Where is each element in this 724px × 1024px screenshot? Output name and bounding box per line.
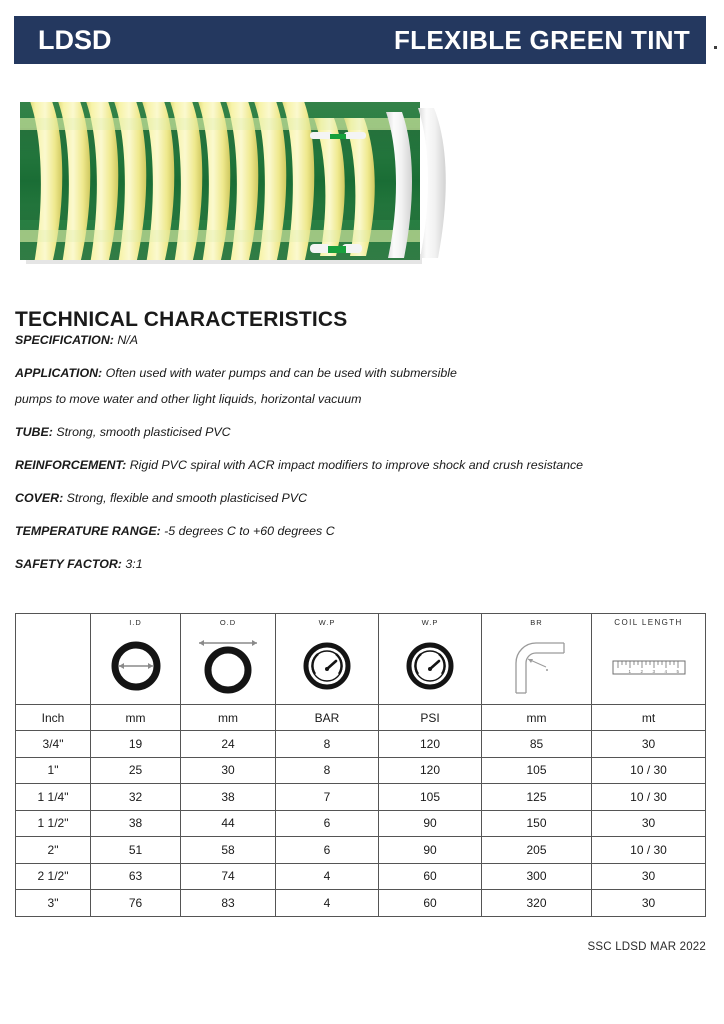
pressure-gauge-icon <box>299 629 355 702</box>
spec-label-safety-factor: SAFETY FACTOR: <box>15 557 122 572</box>
spec-value-tube: Strong, smooth plasticised PVC <box>56 425 231 440</box>
spec-label-application: APPLICATION: <box>15 366 103 381</box>
cell-wp-bar: 4 <box>276 890 379 917</box>
cell-size: 2 1/2" <box>16 863 91 890</box>
svg-text:3: 3 <box>652 668 655 674</box>
cell-size: 1 1/4" <box>16 784 91 811</box>
dimensions-table <box>15 613 706 917</box>
cell-od: 58 <box>181 837 276 864</box>
table-row <box>16 810 706 837</box>
page-title: FLEXIBLE GREEN TINT <box>393 25 690 55</box>
table-unit-bar: BAR <box>276 705 379 731</box>
cell-id: 32 <box>91 784 181 811</box>
cell-wp-bar: 6 <box>276 837 379 864</box>
cell-wp-bar: 7 <box>276 784 379 811</box>
table-units-row <box>16 705 706 731</box>
cell-id: 19 <box>91 731 181 758</box>
cell-wp-bar: 8 <box>276 731 379 758</box>
cell-coil-length: 10 / 30 <box>592 837 706 864</box>
table-unit-id-mm: mm <box>91 705 181 731</box>
spec-value-cover: Strong, flexible and smooth plasticised PVC <box>66 491 308 506</box>
cell-coil-length: 30 <box>592 810 706 837</box>
spec-value-reinforcement: Rigid PVC spiral with ACR impact modifiers to improve shock and crush resistance <box>129 458 584 473</box>
cell-wp-bar: 4 <box>276 863 379 890</box>
spec-row-reinforcement <box>15 459 715 472</box>
icon-label-id: I.D <box>129 618 142 627</box>
table-row <box>16 731 706 758</box>
cell-coil-length: 30 <box>592 890 706 917</box>
cell-size: 2" <box>16 837 91 864</box>
cell-id: 51 <box>91 837 181 864</box>
icon-label-od: O.D <box>219 618 237 627</box>
table-icon-cell-wp-psi <box>379 614 482 705</box>
spec-row-safety-factor <box>15 558 715 571</box>
cell-br: 205 <box>482 837 592 864</box>
cell-coil-length: 30 <box>592 863 706 890</box>
table-row <box>16 890 706 917</box>
header-trailing-dot <box>714 46 717 49</box>
cell-br: 105 <box>482 757 592 784</box>
table-unit-od-mm: mm <box>181 705 276 731</box>
cell-wp-psi: 90 <box>379 810 482 837</box>
cell-od: 30 <box>181 757 276 784</box>
cell-br: 300 <box>482 863 592 890</box>
spec-row-tube <box>15 426 715 439</box>
cell-br: 320 <box>482 890 592 917</box>
icon-label-wp-psi: W.P <box>421 618 439 627</box>
cell-br: 125 <box>482 784 592 811</box>
table-unit-inch: Inch <box>16 705 91 731</box>
spec-label-reinforcement: REINFORCEMENT: <box>15 458 127 473</box>
table-icon-cell-wp-bar <box>276 614 379 705</box>
spec-label-tube: TUBE: <box>15 425 53 440</box>
cell-size: 3/4" <box>16 731 91 758</box>
spec-label-temperature-range: TEMPERATURE RANGE: <box>15 524 161 539</box>
svg-text:2: 2 <box>640 668 643 674</box>
table-icon-cell-id <box>91 614 181 705</box>
spec-label-specification: SPECIFICATION: <box>15 333 114 347</box>
spec-label-cover: COVER: <box>15 491 64 506</box>
cell-br: 85 <box>482 731 592 758</box>
cell-wp-psi: 90 <box>379 837 482 864</box>
table-icon-cell-br <box>482 614 592 705</box>
cell-od: 44 <box>181 810 276 837</box>
cell-wp-bar: 6 <box>276 810 379 837</box>
cell-od: 83 <box>181 890 276 917</box>
document-footer: SSC LDSD MAR 2022 <box>587 941 706 953</box>
cell-id: 63 <box>91 863 181 890</box>
cell-od: 74 <box>181 863 276 890</box>
icon-label-br: BR <box>530 618 543 627</box>
spec-row-cover <box>15 492 715 505</box>
cell-wp-psi: 60 <box>379 863 482 890</box>
inner-diameter-icon <box>107 629 165 702</box>
table-row <box>16 863 706 890</box>
spec-row-application <box>15 367 715 380</box>
page-header-bar <box>14 16 706 64</box>
cell-size: 1 1/2" <box>16 810 91 837</box>
cell-id: 25 <box>91 757 181 784</box>
cell-wp-psi: 120 <box>379 731 482 758</box>
cell-br: 150 <box>482 810 592 837</box>
spec-row-temperature-range <box>15 525 715 538</box>
cell-coil-length: 10 / 30 <box>592 757 706 784</box>
header-brand-code: LDSD <box>38 24 112 55</box>
icon-label-wp-bar: W.P <box>318 618 336 627</box>
svg-text:4: 4 <box>664 668 667 674</box>
table-unit-br-mm: mm <box>482 705 592 731</box>
table-unit-mt: mt <box>592 705 706 731</box>
cell-size: 3" <box>16 890 91 917</box>
svg-text:1: 1 <box>628 668 631 674</box>
spec-value-specification: N/A <box>117 333 139 347</box>
cell-od: 38 <box>181 784 276 811</box>
product-photo <box>14 88 470 278</box>
table-icon-cell-blank <box>16 614 91 705</box>
cell-wp-psi: 120 <box>379 757 482 784</box>
table-icon-header-row <box>16 614 706 705</box>
spec-row-specification <box>15 334 715 347</box>
specification-list <box>15 334 715 571</box>
cell-od: 24 <box>181 731 276 758</box>
outer-diameter-icon <box>191 629 265 702</box>
table-unit-psi: PSI <box>379 705 482 731</box>
svg-text:5: 5 <box>676 668 679 674</box>
spec-value-application: Often used with water pumps and can be used with submersible <box>105 366 457 381</box>
cell-id: 76 <box>91 890 181 917</box>
table-row <box>16 757 706 784</box>
cell-wp-psi: 105 <box>379 784 482 811</box>
table-icon-cell-coil-length <box>592 614 706 705</box>
cell-wp-bar: 8 <box>276 757 379 784</box>
icon-label-coil-length: COIL LENGTH <box>614 618 683 627</box>
bend-radius-icon <box>504 629 570 702</box>
cell-wp-psi: 60 <box>379 890 482 917</box>
pressure-gauge-icon <box>402 629 458 702</box>
spec-value-safety-factor: 3:1 <box>125 557 143 572</box>
table-row <box>16 784 706 811</box>
cell-id: 38 <box>91 810 181 837</box>
cell-coil-length: 10 / 30 <box>592 784 706 811</box>
ruler-icon <box>610 629 688 702</box>
cell-coil-length: 30 <box>592 731 706 758</box>
spec-value-temperature-range: -5 degrees C to +60 degrees C <box>164 524 335 539</box>
table-row <box>16 837 706 864</box>
table-icon-cell-od <box>181 614 276 705</box>
cell-size: 1" <box>16 757 91 784</box>
technical-characteristics-heading: TECHNICAL CHARACTERISTICS <box>15 308 348 331</box>
spec-value-application-continued: pumps to move water and other light liquids, horizontal vacuum <box>15 392 362 407</box>
